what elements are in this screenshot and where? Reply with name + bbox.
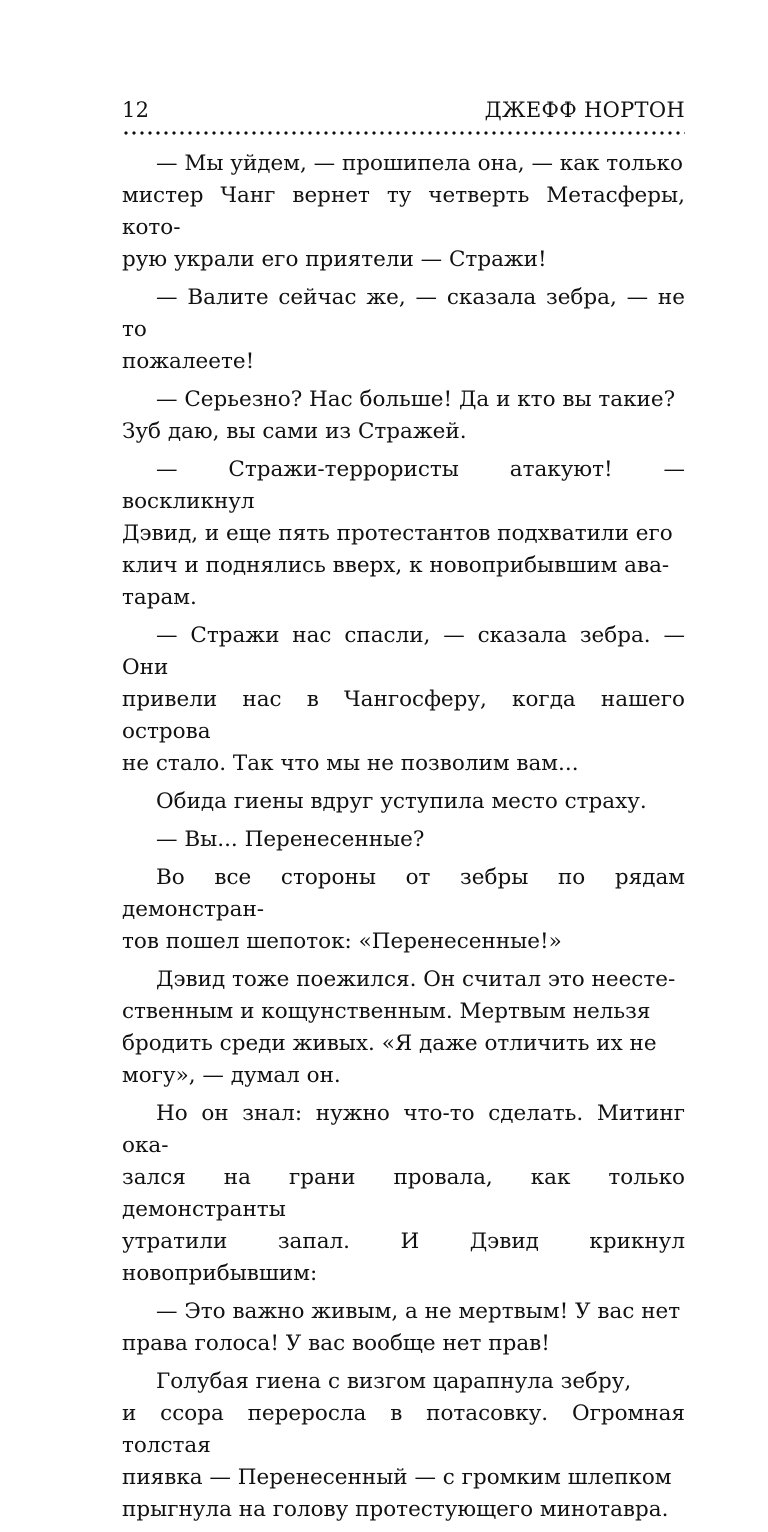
- body-text: [122, 148, 685, 1526]
- page-number: 12: [122, 98, 150, 122]
- paragraph: Обида гиены вдруг уступила место страху.: [156, 789, 647, 814]
- page-header: [122, 96, 685, 126]
- paragraph: — Серьезно? Нас больше! Да и кто вы такие? Зуб даю, вы сами из Стражей.: [122, 387, 676, 444]
- paragraph: — Валите сейчас же, — сказала зебра, — не то пожалеете!: [122, 285, 685, 374]
- paragraph: Но он знал: нужно что-то сделать. Митинг ока- зался на грани провала, как только демонстранты утратили запал. И Дэвид крикнул новоприбывшим:: [122, 1101, 685, 1286]
- paragraph: Голубая гиена с визгом царапнула зебру, и ссора переросла в потасовку. Огромная толстая пиявка — Перенесенный — с громким шлепком прыгнула на голову протестующего минотавра.: [122, 1369, 685, 1522]
- paragraph: — Стражи нас спасли, — сказала зебра. — Они привели нас в Чангосферу, когда нашего острова не стало. Так что мы не позволим вам...: [122, 623, 685, 776]
- paragraph: — Стражи-террористы атакуют! — воскликнул Дэвид, и еще пять протестантов подхватили его клич и поднялись вверх, к новоприбывшим ава- тарам.: [122, 457, 685, 610]
- paragraph: — Мы уйдем, — прошипела она, — как только мистер Чанг вернет ту четверть Метасферы, кото- рую украли его приятели — Стражи!: [122, 151, 685, 272]
- paragraph: Во все стороны от зебры по рядам демонстран- тов пошел шепоток: «Перенесенные!»: [122, 865, 685, 954]
- paragraph: — Это важно живым, а не мертвым! У вас нет права голоса! У вас вообще нет прав!: [122, 1299, 681, 1356]
- running-title: ДЖЕФФ НОРТОН: [484, 98, 685, 122]
- paragraph: — Вы... Перенесенные?: [156, 827, 425, 852]
- book-page: [122, 96, 685, 1532]
- dotted-divider: [122, 130, 685, 136]
- paragraph: Дэвид тоже поежился. Он считал это неесте- ственным и кощунственным. Мертвым нельзя бродить среди живых. «Я даже отличить их не могу», — думал он.: [122, 967, 676, 1088]
